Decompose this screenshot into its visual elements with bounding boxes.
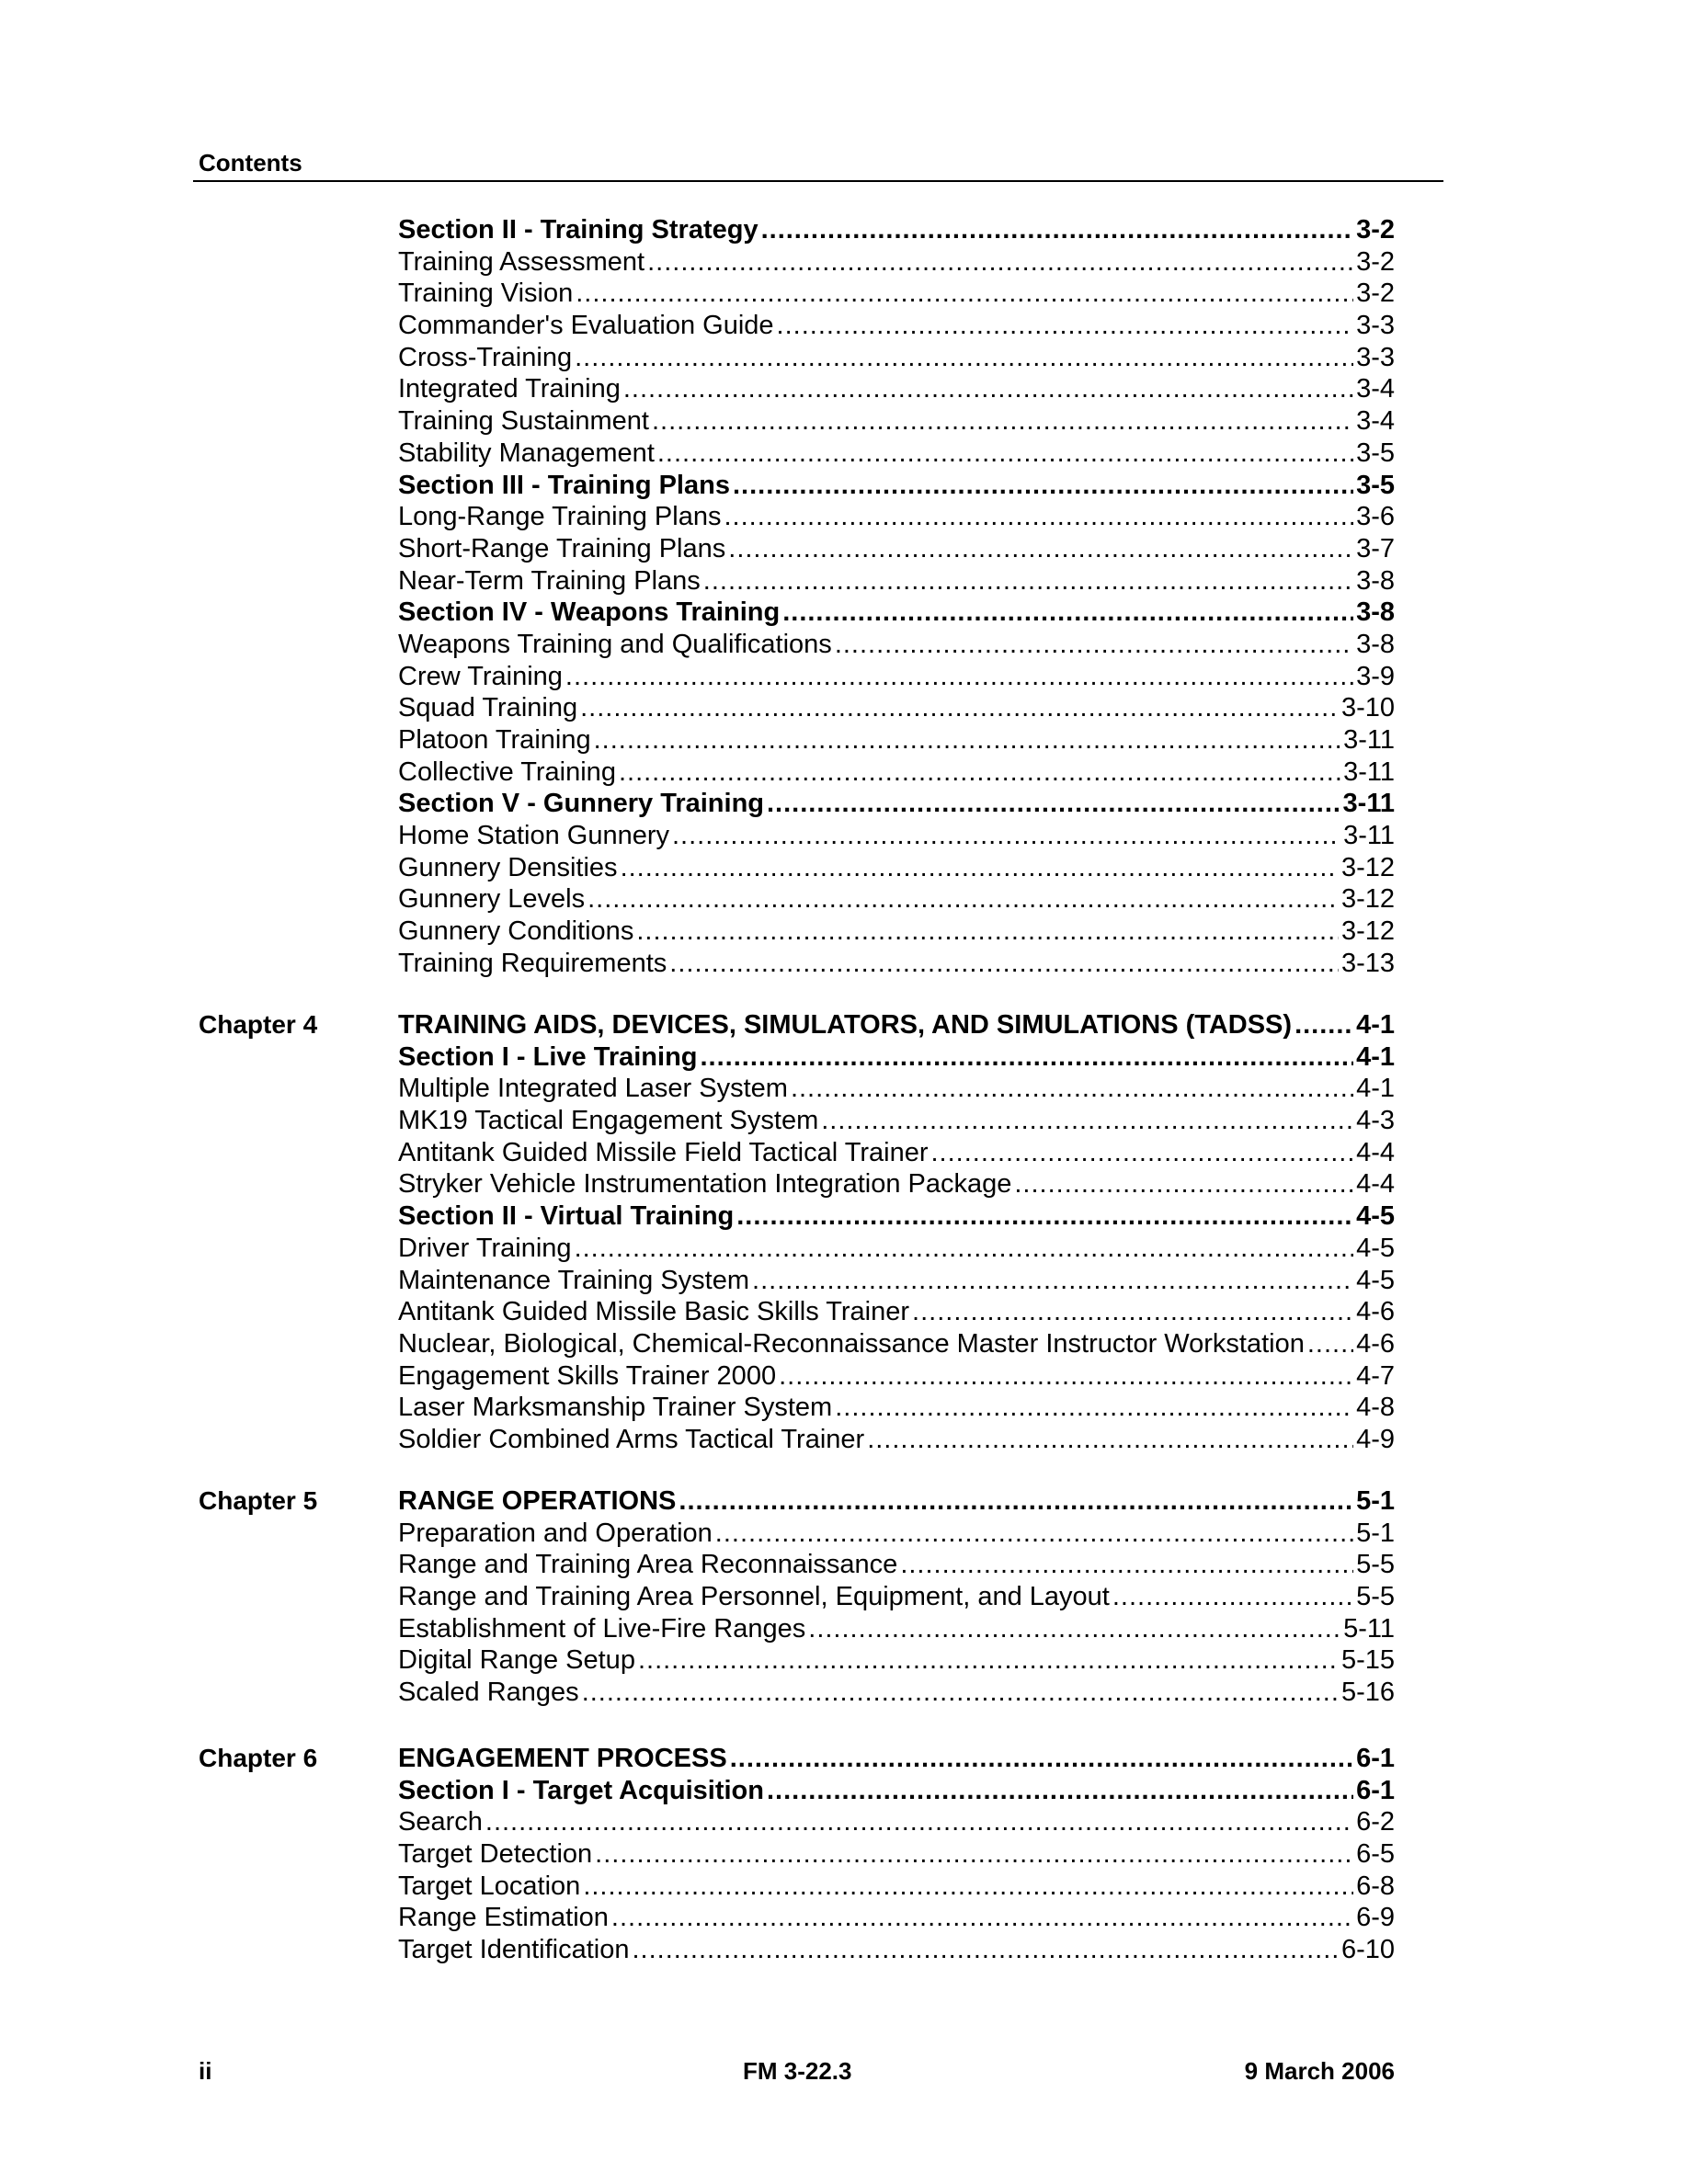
dot-leader (619, 756, 1340, 789)
toc-entry[interactable] (398, 1200, 1395, 1233)
toc-entry[interactable] (398, 852, 1395, 884)
dot-leader (485, 1806, 1353, 1838)
toc-entry-page: 3-13 (1340, 948, 1395, 978)
toc-entry[interactable] (398, 692, 1395, 724)
toc-entry[interactable] (398, 1137, 1395, 1169)
toc-entry-page: 4-5 (1356, 1233, 1395, 1263)
dot-leader (580, 692, 1339, 724)
toc-entry[interactable] (398, 1168, 1395, 1200)
chapter-label: Chapter 4 (199, 1010, 318, 1039)
toc-entry-list (398, 1743, 1395, 1966)
toc-entry-page: 3-8 (1356, 597, 1395, 628)
chapter-label: Chapter 5 (199, 1486, 318, 1515)
toc-entry-page: 3-3 (1356, 311, 1395, 341)
toc-entry-title: Maintenance Training System (398, 1265, 750, 1295)
dot-leader (912, 1296, 1353, 1328)
toc-entry[interactable] (398, 1613, 1395, 1645)
toc-entry[interactable] (398, 1073, 1395, 1105)
toc-entry-title: Nuclear, Biological, Chemical-Reconnaissance Master Instructor Workstation (398, 1328, 1305, 1359)
toc-entry[interactable] (398, 916, 1395, 948)
toc-entry-title: Digital Range Setup (398, 1645, 635, 1676)
toc-entry-page: 4-4 (1356, 1137, 1395, 1167)
toc-entry-title: Section II - Training Strategy (398, 215, 758, 245)
toc-entry[interactable] (398, 501, 1395, 533)
toc-entry-title: Establishment of Live-Fire Ranges (398, 1613, 806, 1644)
toc-entry-page: 6-5 (1356, 1839, 1395, 1870)
toc-entry-title: Section II - Virtual Training (398, 1201, 735, 1232)
toc-entry[interactable] (398, 1265, 1395, 1297)
toc-entry[interactable] (398, 1581, 1395, 1613)
toc-entry-title: Engagement Skills Trainer 2000 (398, 1360, 777, 1391)
chapter-label: Chapter 6 (199, 1744, 318, 1772)
toc-entry[interactable] (398, 1518, 1395, 1550)
toc-entry-title: Range Estimation (398, 1903, 609, 1933)
header-rule (193, 180, 1443, 182)
toc-entry[interactable] (398, 1360, 1395, 1393)
toc-entry-title: Antitank Guided Missile Basic Skills Trainer (398, 1297, 910, 1327)
toc-entry[interactable] (398, 470, 1395, 502)
toc-entry-title: Scaled Ranges (398, 1678, 579, 1708)
dot-leader (595, 1838, 1353, 1871)
dot-leader (575, 1233, 1354, 1265)
toc-entry-title: Driver Training (398, 1233, 572, 1263)
toc-entry-title: Range and Training Area Personnel, Equipment, and Layout (398, 1582, 1110, 1612)
toc-entry-title: Laser Marksmanship Trainer System (398, 1393, 833, 1423)
dot-leader (647, 246, 1353, 279)
dot-leader (733, 470, 1353, 502)
toc-entry[interactable] (398, 1105, 1395, 1137)
toc-entry[interactable] (398, 756, 1395, 789)
toc-entry[interactable] (398, 438, 1395, 470)
dot-leader (657, 438, 1353, 470)
toc-entry-page: 4-6 (1356, 1328, 1395, 1359)
dot-leader (623, 373, 1353, 405)
dot-leader (1014, 1168, 1353, 1200)
toc-entry-page: 4-5 (1356, 1201, 1395, 1232)
toc-entry-page: 3-7 (1356, 533, 1395, 563)
toc-entry-title: Search (398, 1807, 483, 1837)
dot-leader (1112, 1581, 1353, 1613)
toc-entry-page: 6-2 (1356, 1807, 1395, 1837)
toc-entry[interactable] (398, 565, 1395, 597)
toc-entry-title: Gunnery Levels (398, 884, 586, 915)
dot-leader (779, 1360, 1353, 1393)
dot-leader (931, 1137, 1354, 1169)
dot-leader (900, 1549, 1353, 1581)
toc-entry-title: Target Detection (398, 1839, 593, 1870)
toc-entry-page: 3-3 (1356, 342, 1395, 372)
dot-leader (576, 278, 1353, 310)
dot-leader (636, 916, 1339, 948)
toc-entry[interactable] (398, 883, 1395, 916)
toc-entry-page: 6-1 (1356, 1775, 1395, 1805)
toc-entry[interactable] (398, 1934, 1395, 1966)
toc-entry-title: Commander's Evaluation Guide (398, 311, 774, 341)
toc-entry-title: Weapons Training and Qualifications (398, 629, 832, 659)
toc-entry[interactable] (398, 1743, 1395, 1775)
dot-leader (761, 214, 1354, 246)
toc-entry-page: 6-10 (1340, 1935, 1395, 1965)
toc-entry[interactable] (398, 533, 1395, 565)
toc-entry-page: 4-1 (1356, 1010, 1395, 1040)
toc-entry-title: Cross-Training (398, 342, 573, 372)
toc-entry-page: 3-12 (1340, 884, 1395, 915)
dot-leader (835, 1392, 1353, 1424)
toc-entry-list (398, 1009, 1395, 1456)
toc-entry-title: Platoon Training (398, 725, 591, 755)
toc-entry-page: 4-7 (1356, 1360, 1395, 1391)
dot-leader (767, 1775, 1353, 1807)
dot-leader (611, 1902, 1353, 1934)
toc-entry[interactable] (398, 1677, 1395, 1709)
dot-leader (621, 852, 1339, 884)
dot-leader (1307, 1328, 1353, 1360)
toc-entry-title: TRAINING AIDS, DEVICES, SIMULATORS, AND SIMULATIONS (TADSS) (398, 1010, 1293, 1040)
toc-entry-list (398, 1485, 1395, 1709)
toc-entry[interactable] (398, 1549, 1395, 1581)
toc-entry-title: Section I - Target Acquisition (398, 1775, 764, 1805)
toc-entry-page: 6-1 (1356, 1744, 1395, 1773)
toc-entry[interactable] (398, 1296, 1395, 1328)
toc-entry[interactable] (398, 214, 1395, 246)
toc-entry-title: Preparation and Operation (398, 1518, 713, 1548)
dot-leader (767, 788, 1340, 820)
toc-entry-page: 3-12 (1340, 916, 1395, 947)
running-header-label: Contents (199, 149, 302, 176)
toc-entry[interactable] (398, 820, 1395, 852)
toc-entry-title: Stryker Vehicle Instrumentation Integration Package (398, 1169, 1012, 1200)
toc-entry-page: 3-6 (1356, 502, 1395, 532)
dot-leader (575, 342, 1353, 374)
toc-entry-title: Stability Management (398, 438, 655, 468)
dot-leader (679, 1485, 1353, 1518)
toc-entry[interactable] (398, 1806, 1395, 1838)
toc-entry-page: 3-5 (1356, 438, 1395, 468)
dot-leader (752, 1265, 1353, 1297)
toc-entry[interactable] (398, 278, 1395, 310)
toc-entry-title: Crew Training (398, 661, 563, 691)
toc-entry-title: Multiple Integrated Laser System (398, 1074, 788, 1104)
toc-entry[interactable] (398, 310, 1395, 342)
toc-entry-page: 5-11 (1343, 1613, 1395, 1644)
toc-entry-title: Squad Training (398, 693, 578, 723)
dot-leader (867, 1424, 1353, 1456)
dot-leader (821, 1105, 1353, 1137)
toc-entry[interactable] (398, 1644, 1395, 1677)
toc-entry[interactable] (398, 724, 1395, 756)
toc-entry[interactable] (398, 246, 1395, 279)
toc-entry-page: 3-4 (1356, 406, 1395, 437)
toc-entry-title: Training Requirements (398, 948, 667, 978)
dot-leader (782, 597, 1353, 629)
toc-entry[interactable] (398, 788, 1395, 820)
dot-leader (1295, 1009, 1353, 1041)
toc-entry-page: 5-5 (1356, 1550, 1395, 1580)
toc-entry[interactable] (398, 1871, 1395, 1903)
dot-leader (724, 501, 1353, 533)
toc-entry-page: 3-11 (1342, 789, 1395, 819)
toc-entry-title: ENGAGEMENT PROCESS (398, 1744, 727, 1773)
toc-entry[interactable] (398, 1424, 1395, 1456)
dot-leader (652, 405, 1353, 438)
toc-entry-title: Collective Training (398, 756, 616, 787)
toc-entry-page: 4-1 (1356, 1041, 1395, 1072)
toc-entry-title: Gunnery Densities (398, 852, 618, 882)
toc-entry-page: 3-12 (1340, 852, 1395, 882)
dot-leader (703, 565, 1353, 597)
toc-entry-page: 3-11 (1343, 821, 1395, 851)
toc-entry[interactable] (398, 1775, 1395, 1807)
dot-leader (808, 1613, 1340, 1645)
toc-entry-page: 5-1 (1356, 1518, 1395, 1548)
toc-entry-title: Range and Training Area Reconnaissance (398, 1550, 898, 1580)
toc-entry[interactable] (398, 1041, 1395, 1074)
dot-leader (583, 1871, 1353, 1903)
toc-entry-title: Training Assessment (398, 246, 645, 277)
toc-entry-title: Training Sustainment (398, 406, 649, 437)
toc-entry-page: 3-8 (1356, 629, 1395, 659)
toc-entry-page: 4-6 (1356, 1297, 1395, 1327)
toc-entry-page: 3-4 (1356, 374, 1395, 404)
toc-entry-title: Home Station Gunnery (398, 821, 669, 851)
toc-entry[interactable] (398, 1392, 1395, 1424)
toc-entry-page: 3-2 (1356, 246, 1395, 277)
toc-entry-title: RANGE OPERATIONS (398, 1486, 677, 1516)
toc-entry-title: Section V - Gunnery Training (398, 789, 764, 819)
toc-entry-title: Integrated Training (398, 374, 621, 404)
page-footer (0, 2055, 1688, 2092)
toc-entry-page: 4-1 (1356, 1074, 1395, 1104)
toc-entry-page: 5-5 (1356, 1582, 1395, 1612)
toc-entry[interactable] (398, 1009, 1395, 1041)
toc-entry-title: Long-Range Training Plans (398, 502, 722, 532)
dot-leader (736, 1200, 1353, 1233)
toc-entry-page: 3-11 (1343, 725, 1395, 755)
toc-entry-title: Section IV - Weapons Training (398, 597, 781, 628)
toc-entry-title: MK19 Tactical Engagement System (398, 1106, 819, 1136)
toc-entry[interactable] (398, 661, 1395, 693)
toc-entry[interactable] (398, 373, 1395, 405)
toc-entry-page: 6-8 (1356, 1871, 1395, 1901)
toc-entry-page: 3-8 (1356, 565, 1395, 596)
toc-entry-page: 3-9 (1356, 661, 1395, 691)
toc-entry-page: 4-3 (1356, 1106, 1395, 1136)
toc-entry-title: Gunnery Conditions (398, 916, 634, 947)
toc-entry-title: Section I - Live Training (398, 1041, 698, 1072)
toc-entry-page: 5-15 (1340, 1645, 1395, 1676)
dot-leader (835, 629, 1353, 661)
toc-entry-title: Soldier Combined Arms Tactical Trainer (398, 1424, 865, 1454)
toc-entry[interactable] (398, 1485, 1395, 1518)
toc-entry-page: 6-9 (1356, 1903, 1395, 1933)
toc-entry-page: 5-1 (1356, 1486, 1395, 1516)
toc-entry[interactable] (398, 1233, 1395, 1265)
dot-leader (565, 661, 1353, 693)
dot-leader (582, 1677, 1339, 1709)
toc-entry-title: Short-Range Training Plans (398, 533, 726, 563)
dot-leader (587, 883, 1339, 916)
toc-entry-title: Near-Term Training Plans (398, 565, 701, 596)
toc-entry-page: 4-9 (1356, 1424, 1395, 1454)
toc-entry-page: 3-2 (1356, 279, 1395, 309)
dot-leader (791, 1073, 1353, 1105)
toc-entry-page: 4-8 (1356, 1393, 1395, 1423)
toc-entry-list (398, 214, 1395, 980)
toc-entry[interactable] (398, 342, 1395, 374)
dot-leader (594, 724, 1341, 756)
dot-leader (632, 1934, 1338, 1966)
toc-entry[interactable] (398, 1838, 1395, 1871)
toc-entry[interactable] (398, 405, 1395, 438)
toc-entry-page: 5-16 (1340, 1678, 1395, 1708)
dot-leader (730, 1743, 1353, 1775)
toc-entry-page: 4-5 (1356, 1265, 1395, 1295)
toc-entry[interactable] (398, 1902, 1395, 1934)
dot-leader (728, 533, 1353, 565)
toc-entry-page: 3-2 (1356, 215, 1395, 245)
toc-entry-page: 3-10 (1340, 693, 1395, 723)
toc-entry-title: Training Vision (398, 279, 574, 309)
toc-entry-page: 3-11 (1343, 756, 1395, 787)
toc-entry-title: Target Identification (398, 1935, 630, 1965)
toc-entry-page: 4-4 (1356, 1169, 1395, 1200)
toc-entry-title: Antitank Guided Missile Field Tactical Trainer (398, 1137, 929, 1167)
dot-leader (777, 310, 1354, 342)
toc-entry[interactable] (398, 597, 1395, 629)
toc-entry[interactable] (398, 629, 1395, 661)
toc-entry[interactable] (398, 1328, 1395, 1360)
dot-leader (669, 948, 1339, 980)
toc-entry[interactable] (398, 948, 1395, 980)
dot-leader (701, 1041, 1354, 1074)
toc-entry-title: Target Location (398, 1871, 581, 1901)
footer-date: 9 March 2006 (1244, 2057, 1395, 2085)
footer-page-number: ii (199, 2057, 212, 2085)
dot-leader (672, 820, 1340, 852)
footer-document-id: FM 3-22.3 (743, 2057, 852, 2085)
dot-leader (638, 1644, 1339, 1677)
toc-entry-page: 3-5 (1356, 470, 1395, 500)
dot-leader (715, 1518, 1353, 1550)
toc-entry-title: Section III - Training Plans (398, 470, 730, 500)
